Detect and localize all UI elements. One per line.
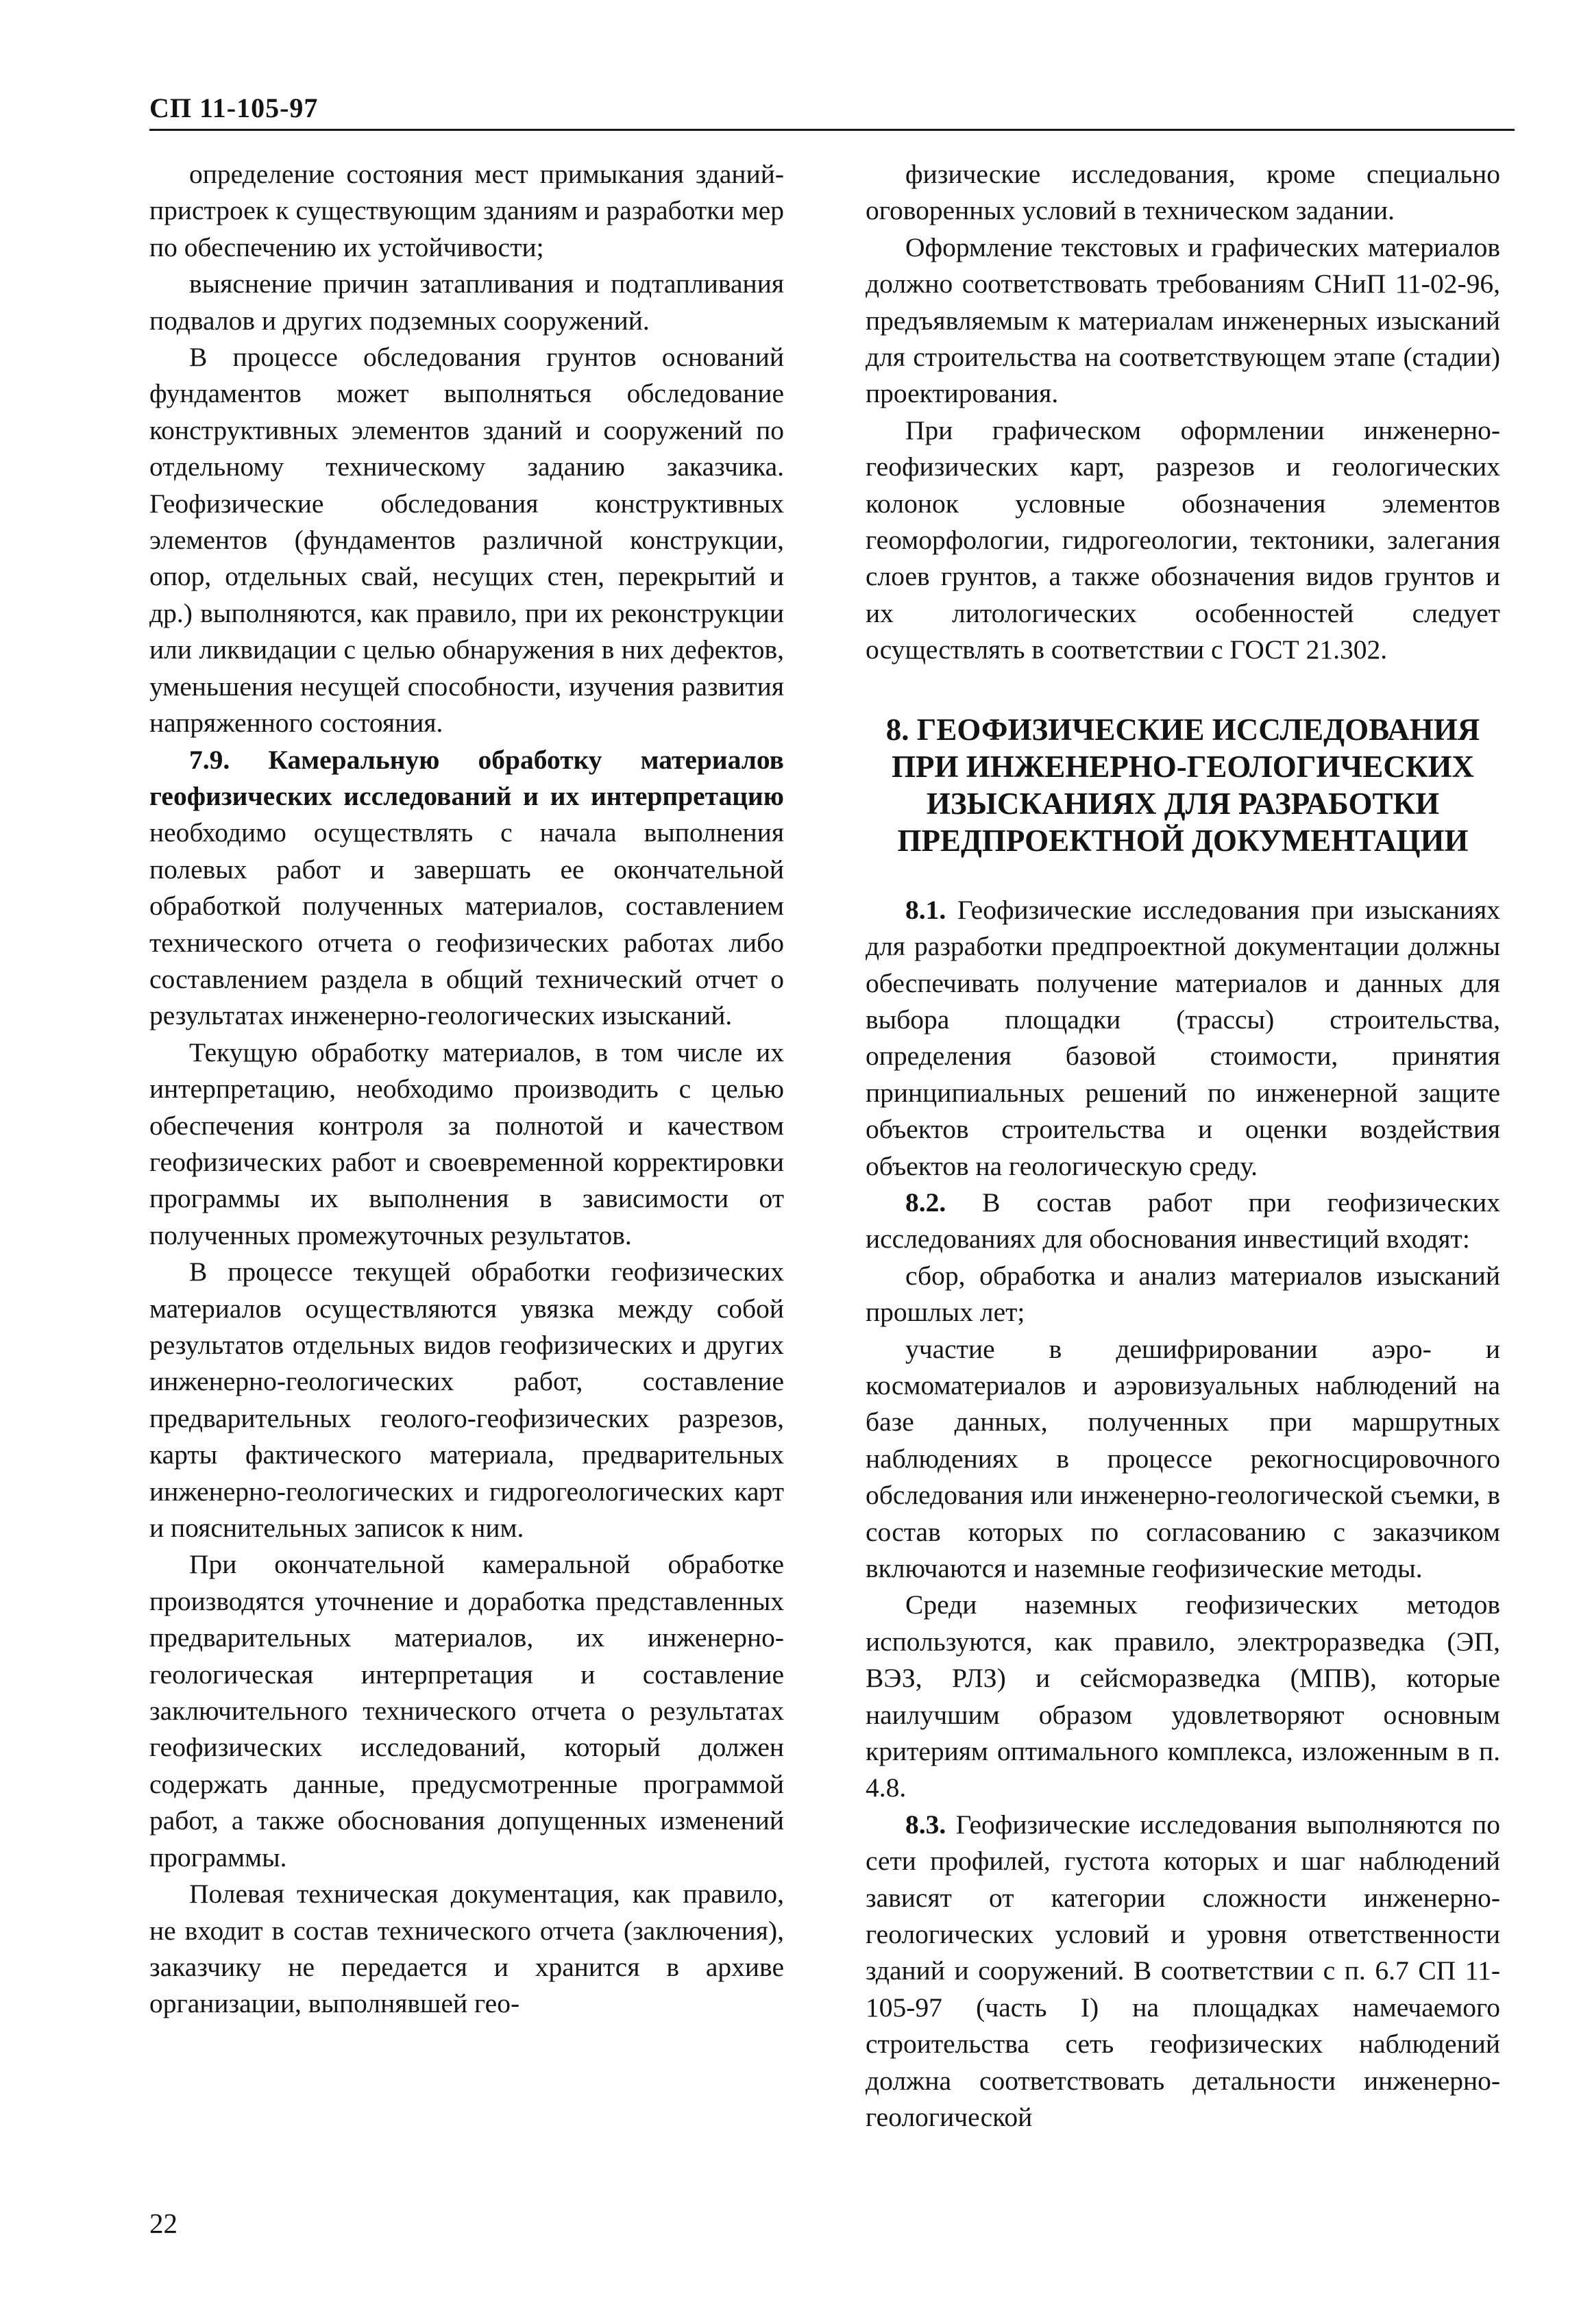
paragraph-8-1	[866, 892, 1500, 1185]
list-item: сбор, обработка и анализ материалов изысканий прошлых лет;	[866, 1260, 1500, 1328]
section-7-9-text: необходимо осуществлять с начала выполнения полевых работ и завершать ее окончательной обработкой полученных материалов, составлением технического отчета о геофизических работах либо составлением раздела в общий технический отчет о результатах инженерно-геологических изысканий.	[149, 817, 784, 1031]
left-column	[149, 156, 784, 2023]
clause-number: 8.3.	[905, 1809, 946, 1840]
paragraph: При графическом оформлении инженерно-геофизических карт, разрезов и геологических колонок условные обозначения элементов геоморфологии, гидрогеологии, тектоники, залегания слоев грунтов, а также обозначения видов грунтов и их литологических особенностей следует осуществлять в соответствии с ГОСТ 21.302.	[866, 415, 1500, 665]
clause-text: В состав работ при геофизических исследованиях для обоснования инвестиций входят:	[866, 1187, 1500, 1254]
paragraph: При окончательной камеральной обработке производятся уточнение и доработка представленных предварительных материалов, их инженерно-геологическая интерпретация и составление заключительного технического отчета о результатах геофизических исследований, который должен содержать данные, предусмотренные программой работ, а также обоснования допущенных изменений программы.	[149, 1549, 784, 1872]
document-code-header: СП 11-105-97	[149, 92, 319, 123]
paragraph-8-2	[866, 1185, 1500, 1258]
section-7-9-lead: 7.9. Камеральную обработку материалов геофизических исследований и их интерпретацию	[149, 744, 784, 811]
paragraph: физические исследования, кроме специально оговоренных условий в техническом задании.	[866, 159, 1500, 226]
paragraph: В процессе текущей обработки геофизических материалов осуществляются увязка между собой результатов отдельных видов геофизических и других инженерно-геологических работ, составление предварительных геолого-геофизических разрезов, карты фактического материала, предварительных инженерно-геологических и гидрогеологических карт и пояснительных записок к ним.	[149, 1257, 784, 1544]
header-rule	[149, 129, 1515, 131]
paragraph-8-3	[866, 1807, 1500, 2136]
clause-number: 8.2.	[905, 1187, 946, 1217]
paragraph: Среди наземных геофизических методов используются, как правило, электроразведка (ЭП, ВЭЗ, РЛЗ) и сейсморазведка (МПВ), которые наилучшим образом удовлетворяют основным критериям оптимального комплекса, изложенным в п. 4.8.	[866, 1590, 1500, 1803]
paragraph: Полевая техническая документация, как правило, не входит в состав технического отчета (заключения), заказчику не передается и хранится в архиве организации, выполнявшей гео-	[149, 1879, 784, 2019]
right-column	[866, 156, 1500, 2136]
list-item: участие в дешифрировании аэро- и космоматериалов и аэровизуальных наблюдений на базе данных, полученных при маршрутных наблюдениях в процессе рекогносцировочного обследования или инженерно-геологической съемки, в состав которых по согласованию с заказчиком включаются и наземные геофизические методы.	[866, 1333, 1500, 1583]
paragraph: В процессе обследования грунтов оснований фундаментов может выполняться обследование конструктивных элементов зданий и сооружений по отдельному техническому заданию заказчика. Геофизические обследования конструктивных элементов (фундаментов различной конструкции, опор, отдельных свай, несущих стен, перекрытий и др.) выполняются, как правило, при их реконструкции или ликвидации с целью обнаружения в них дефектов, уменьшения несущей способности, изучения развития напряженного состояния.	[149, 342, 784, 739]
clause-number: 8.1.	[905, 894, 946, 925]
paragraph: определение состояния мест примыкания зданий-пристроек к существующим зданиям и разработки мер по обеспечению их устойчивости;	[149, 159, 784, 262]
page-number: 22	[149, 2208, 177, 2239]
clause-text: Геофизические исследования выполняются по сети профилей, густота которых и шаг наблюдений зависят от категории сложности инженерно-геологических условий и уровня ответственности зданий и сооружений. В соответствии с п. 6.7 СП 11-105-97 (часть I) на площадках намечаемого строительства сеть геофизических наблюдений должна соответствовать детальности инженерно-геологической	[866, 1809, 1500, 2133]
paragraph: выяснение причин затапливания и подтапливания подвалов и других подземных сооружений.	[149, 269, 784, 336]
section-8-heading: 8. ГЕОФИЗИЧЕСКИЕ ИССЛЕДОВАНИЯ ПРИ ИНЖЕНЕРНО-ГЕОЛОГИЧЕСКИХ ИЗЫСКАНИЯХ ДЛЯ РАЗРАБОТКИ ПРЕДПРОЕКТНОЙ ДОКУМЕНТАЦИИ	[885, 712, 1480, 858]
paragraph: Текущую обработку материалов, в том числе их интерпретацию, необходимо производить с целью обеспечения контроля за полнотой и качеством геофизических работ и своевременной корректировки программы их выполнения в зависимости от полученных промежуточных результатов.	[149, 1037, 784, 1250]
paragraph-7-9	[149, 742, 784, 1035]
paragraph: Оформление текстовых и графических материалов должно соответствовать требованиям СНиП 11-02-96, предъявляемым к материалам инженерных изысканий для строительства на соответствующем этапе (стадии) проектирования.	[866, 232, 1500, 409]
clause-text: Геофизические исследования при изысканиях для разработки предпроектной документации должны обеспечивать получение материалов и данных для выбора площадки (трассы) строительства, определения базовой стоимости, принятия принципиальных решений по инженерной защите объектов строительства и оценки воздействия объектов на геологическую среду.	[866, 894, 1500, 1181]
